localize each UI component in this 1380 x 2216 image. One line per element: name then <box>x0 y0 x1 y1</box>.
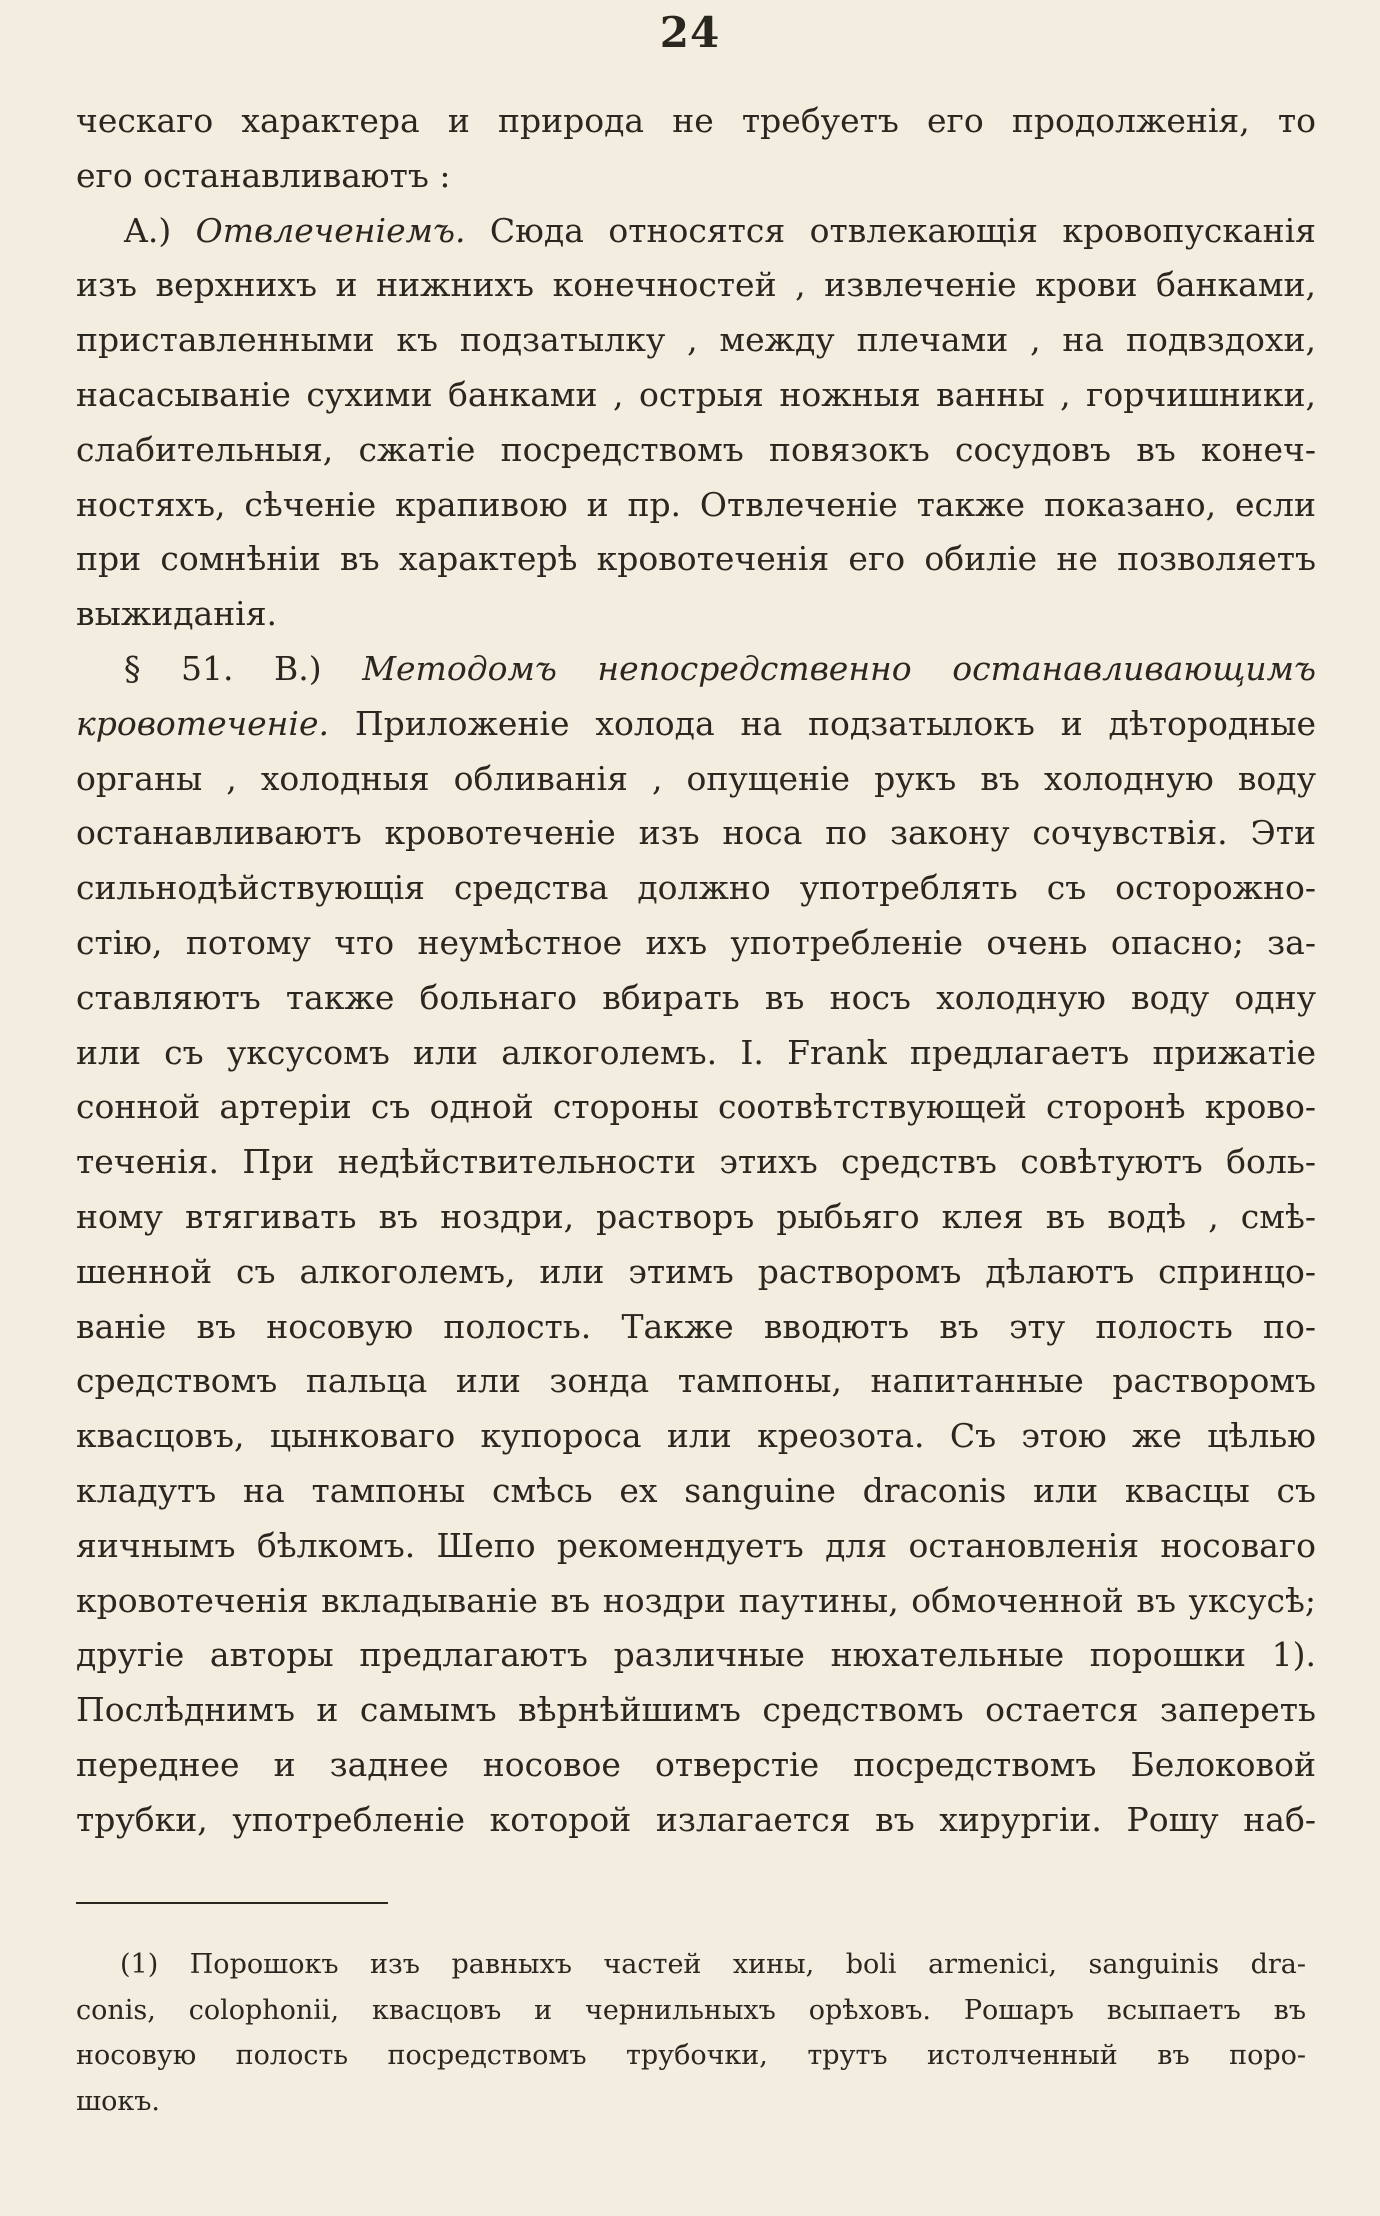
footnote-line: шокъ. <box>76 2085 160 2117</box>
section-heading-line <box>76 642 1316 697</box>
text-line: или съ уксусомъ или алкоголемъ. I. Frank предлагаетъ прижатіе <box>76 1032 1316 1072</box>
text-line: шенной съ алкоголемъ, или этимъ растворомъ дѣлаютъ спринцо- <box>76 1251 1316 1291</box>
text-run: Приложеніе холода на подзатылокъ и дѣтородные <box>328 703 1316 743</box>
text-line: переднее и заднее носовое отверстіе посредствомъ Белоковой <box>76 1744 1316 1784</box>
text-line: органы , холодныя обливанія , опущеніе рукъ въ холодную воду <box>76 758 1316 798</box>
text-line: яичнымъ бѣлкомъ. Шепо рекомендуетъ для остановленія носоваго <box>76 1525 1316 1565</box>
text-line: насасываніе сухими банками , острыя ножныя ванны , горчишники, <box>76 374 1316 414</box>
footnote-line: conis, colophonii, квасцовъ и чернильныхъ орѣховъ. Рошаръ всыпаетъ въ <box>76 1994 1306 2026</box>
italic-term: кровотеченіе. <box>76 703 329 743</box>
section-marker: § 51. B.) <box>124 648 363 688</box>
footnote-line: (1) Порошокъ изъ равныхъ частей хины, boli armenici, sanguinis dra- <box>120 1949 1306 1980</box>
footnote <box>76 1942 1306 2124</box>
text-line: его останавливаютъ : <box>76 155 451 195</box>
italic-term: Методомъ непосредственно останавливающимъ <box>362 648 1316 688</box>
text-line: ному втягивать въ ноздри, растворъ рыбьяго клея въ водѣ , смѣ- <box>76 1196 1316 1236</box>
text-line: трубки, употребленіе которой излагается въ хирургіи. Рошу наб- <box>76 1799 1316 1839</box>
text-line: ваніе въ носовую полость. Также вводютъ въ эту полость по- <box>76 1306 1316 1346</box>
text-line: Послѣднимъ и самымъ вѣрнѣйшимъ средствомъ остается запереть <box>76 1690 1316 1730</box>
text-line: слабительныя, сжатіе посредствомъ повязокъ сосудовъ въ конеч- <box>76 429 1316 469</box>
page-number: 24 <box>659 8 721 57</box>
text-line: кровотеченія вкладываніе въ ноздри паутины, обмоченной въ уксусѣ; <box>76 1580 1316 1620</box>
italic-term: Отвлеченіемъ. <box>195 210 466 250</box>
footnote-line: носовую полость посредствомъ трубочки, трутъ истолченный въ поро- <box>76 2040 1306 2071</box>
text-line: ческаго характера и природа не требуетъ его продолженія, то <box>76 101 1316 140</box>
text-line: изъ верхнихъ и нижнихъ конечностей , извлеченіе крови банками, <box>76 265 1316 305</box>
text-line: стію, потому что неумѣстное ихъ употребленіе очень опасно; за- <box>76 922 1316 962</box>
footnote-divider <box>76 1902 388 1904</box>
text-run: Сюда относятся отвлекающія кровопусканія <box>465 210 1316 250</box>
text-line <box>76 204 1316 259</box>
text-line: теченія. При недѣйствительности этихъ средствъ совѣтуютъ боль- <box>76 1142 1316 1182</box>
text-line: сонной артеріи съ одной стороны соотвѣтствующей сторонѣ крово- <box>76 1087 1316 1127</box>
text-line: выжиданія. <box>76 594 278 634</box>
text-line: приставленными къ подзатылку , между плечами , на подвздохи, <box>76 320 1316 360</box>
text-line: средствомъ пальца или зонда тампоны, напитанные растворомъ <box>76 1361 1316 1401</box>
text-line: ностяхъ, сѣченіе крапивою и пр. Отвлеченіе также показано, если <box>76 484 1316 524</box>
text-line <box>76 697 1316 752</box>
text-line: кладутъ на тампоны смѣсь ex sanguine draconis или квасцы съ <box>76 1470 1316 1510</box>
text-line: квасцовъ, цынковаго купороса или креозота. Съ этою же цѣлью <box>76 1416 1316 1456</box>
main-text <box>76 94 1316 1848</box>
text-line: ставляютъ также больнаго вбирать въ носъ холодную воду одну <box>76 977 1316 1017</box>
text-line: сильнодѣйствующія средства должно употреблять съ осторожно- <box>76 868 1316 908</box>
text-line: другіе авторы предлагаютъ различные нюхательные порошки 1). <box>76 1635 1316 1675</box>
text-line: при сомнѣніи въ характерѣ кровотеченія его обиліе не позволяетъ <box>76 539 1316 579</box>
item-marker: A.) <box>124 210 196 250</box>
text-line: останавливаютъ кровотеченіе изъ носа по закону сочувствія. Эти <box>76 813 1316 853</box>
